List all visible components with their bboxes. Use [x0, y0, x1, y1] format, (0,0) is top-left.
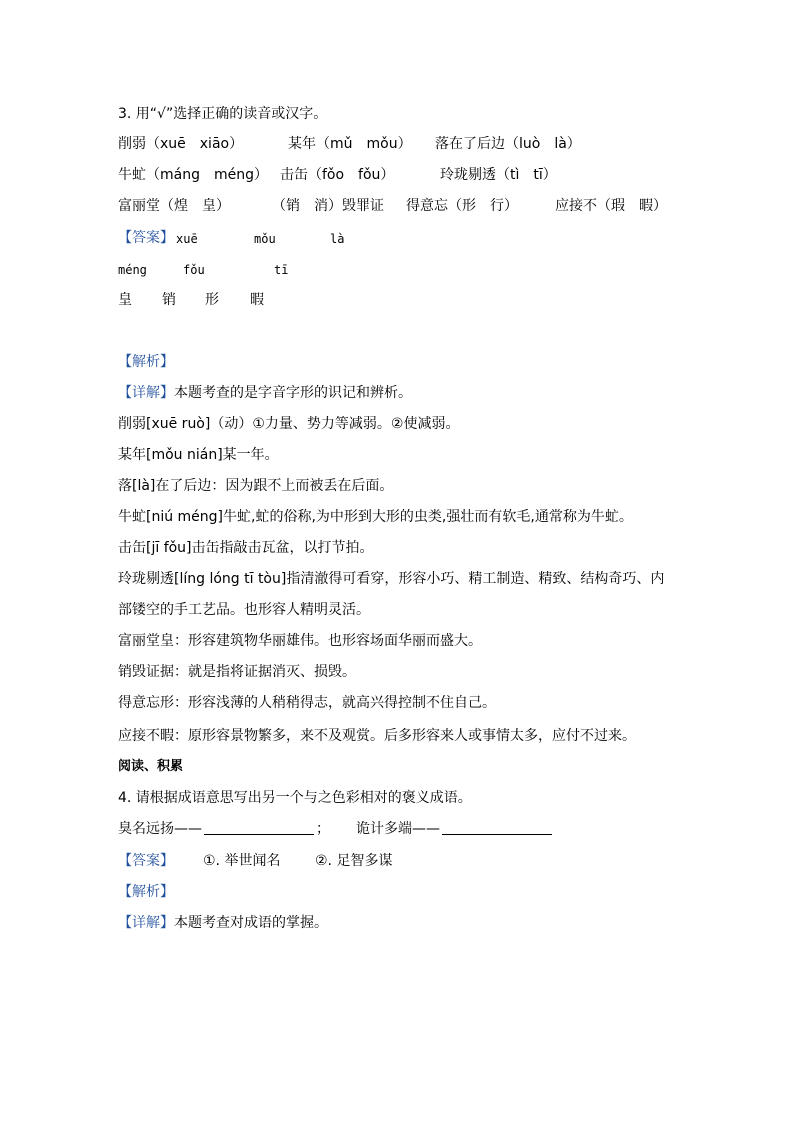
q3-answer-r3-3: 形: [205, 292, 219, 308]
q4-analysis-label: 【解析】: [118, 884, 174, 900]
q3-answer-r3-2: 销: [162, 292, 176, 308]
q3-answer-r1-2: mǒu: [254, 232, 276, 246]
q3-answer-r1-1: xuē: [176, 232, 198, 246]
q3-detail-label: 【详解】: [118, 385, 174, 401]
q3-answer-label: 【答案】: [118, 230, 174, 246]
q3-answer-r2-3: tī: [274, 263, 289, 277]
q4-item2-label: 诡计多端——: [356, 821, 440, 837]
explanation-line: 落[là]在了后边：因为跟不上而被丢在后面。: [118, 478, 394, 494]
q4-prompt: 4. 请根据成语意思写出另一个与之色彩相对的褒义成语。: [118, 790, 472, 806]
explanation-line: 某年[mǒu nián]某一年。: [118, 447, 279, 463]
q3-answer-r3-1: 皇: [118, 292, 132, 308]
explanation-line: 部镂空的手工艺品。也形容人精明灵活。: [118, 602, 370, 618]
q4-item1: [118, 819, 330, 839]
explanation-line: 富丽堂皇：形容建筑物华丽雄伟。也形容场面华丽而盛大。: [118, 633, 482, 649]
q3-row2-item1: 牛虻（máng méng）: [118, 167, 268, 183]
q3-answer-r2-2: fǒu: [183, 263, 205, 277]
q3-row3-item4: 应接不（瑕 暇）: [555, 198, 667, 214]
explanation-line: 牛虻[niú méng]牛虻,虻的俗称,为中形到大形的虫类,强壮而有软毛,通常称为牛虻。: [118, 509, 633, 525]
q3-prompt: 3. 用“√”选择正确的读音或汉字。: [118, 106, 328, 122]
q4-detail-label: 【详解】: [118, 915, 174, 931]
q3-row3-item3: 得意忘（形 行）: [406, 198, 518, 214]
q3-row1-item2: 某年（mǔ mǒu）: [288, 136, 412, 152]
explanation-line: 销毁证据：就是指将证据消灭、损毁。: [118, 664, 356, 680]
q4-detail: [118, 913, 328, 933]
explanation-line: 击缶[jī fǒu]击缶指敲击瓦盆，以打节拍。: [118, 540, 374, 556]
q4-separator: ；: [316, 821, 330, 837]
explanation-line: 应接不暇：原形容景物繁多，来不及观赏。后多形容来人或事情太多，应付不过来。: [118, 728, 636, 744]
q3-analysis-label: 【解析】: [118, 354, 174, 370]
q4-blank1[interactable]: [204, 820, 314, 835]
q3-row1-item3: 落在了后边（luò là）: [435, 136, 581, 152]
q3-answer-r1-3: là: [330, 232, 345, 246]
q3-row2-item3: 玲珑剔透（tì tī）: [440, 167, 557, 183]
explanation-line: 得意忘形：形容浅薄的人稍稍得志，就高兴得控制不住自己。: [118, 695, 496, 711]
q4-detail-text: 本题考查对成语的掌握。: [174, 915, 328, 931]
q4-answer1: ①. 举世闻名: [203, 853, 281, 869]
q4-blank2[interactable]: [442, 820, 552, 835]
q3-row3-item2: （销 消）毁罪证: [272, 198, 384, 214]
q3-row2-item2: 击缶（fǒo fǒu）: [280, 167, 395, 183]
q4-item2: [356, 819, 552, 839]
q3-answer-r2-1: méng: [118, 263, 147, 277]
q4-answer2: ②. 足智多谋: [315, 853, 393, 869]
q3-detail: [118, 383, 412, 403]
q3-detail-text: 本题考查的是字音字形的识记和辨析。: [174, 385, 412, 401]
q3-row3-item1: 富丽堂（煌 皇）: [118, 198, 230, 214]
q3-row1-item1: 削弱（xuē xiāo）: [118, 136, 244, 152]
q4-answer-label: 【答案】: [118, 853, 174, 869]
explanation-line: 玲珑剔透[líng lóng tī tòu]指清澈得可看穿，形容小巧、精工制造、精致、结构奇巧、内: [118, 571, 665, 587]
explanation-line: 削弱[xuē ruò]（动）①力量、势力等减弱。②使减弱。: [118, 416, 460, 432]
q4-item1-label: 臭名远扬——: [118, 821, 202, 837]
q3-answer-r3-4: 暇: [250, 292, 264, 308]
section-title: 阅读、积累: [118, 759, 184, 774]
